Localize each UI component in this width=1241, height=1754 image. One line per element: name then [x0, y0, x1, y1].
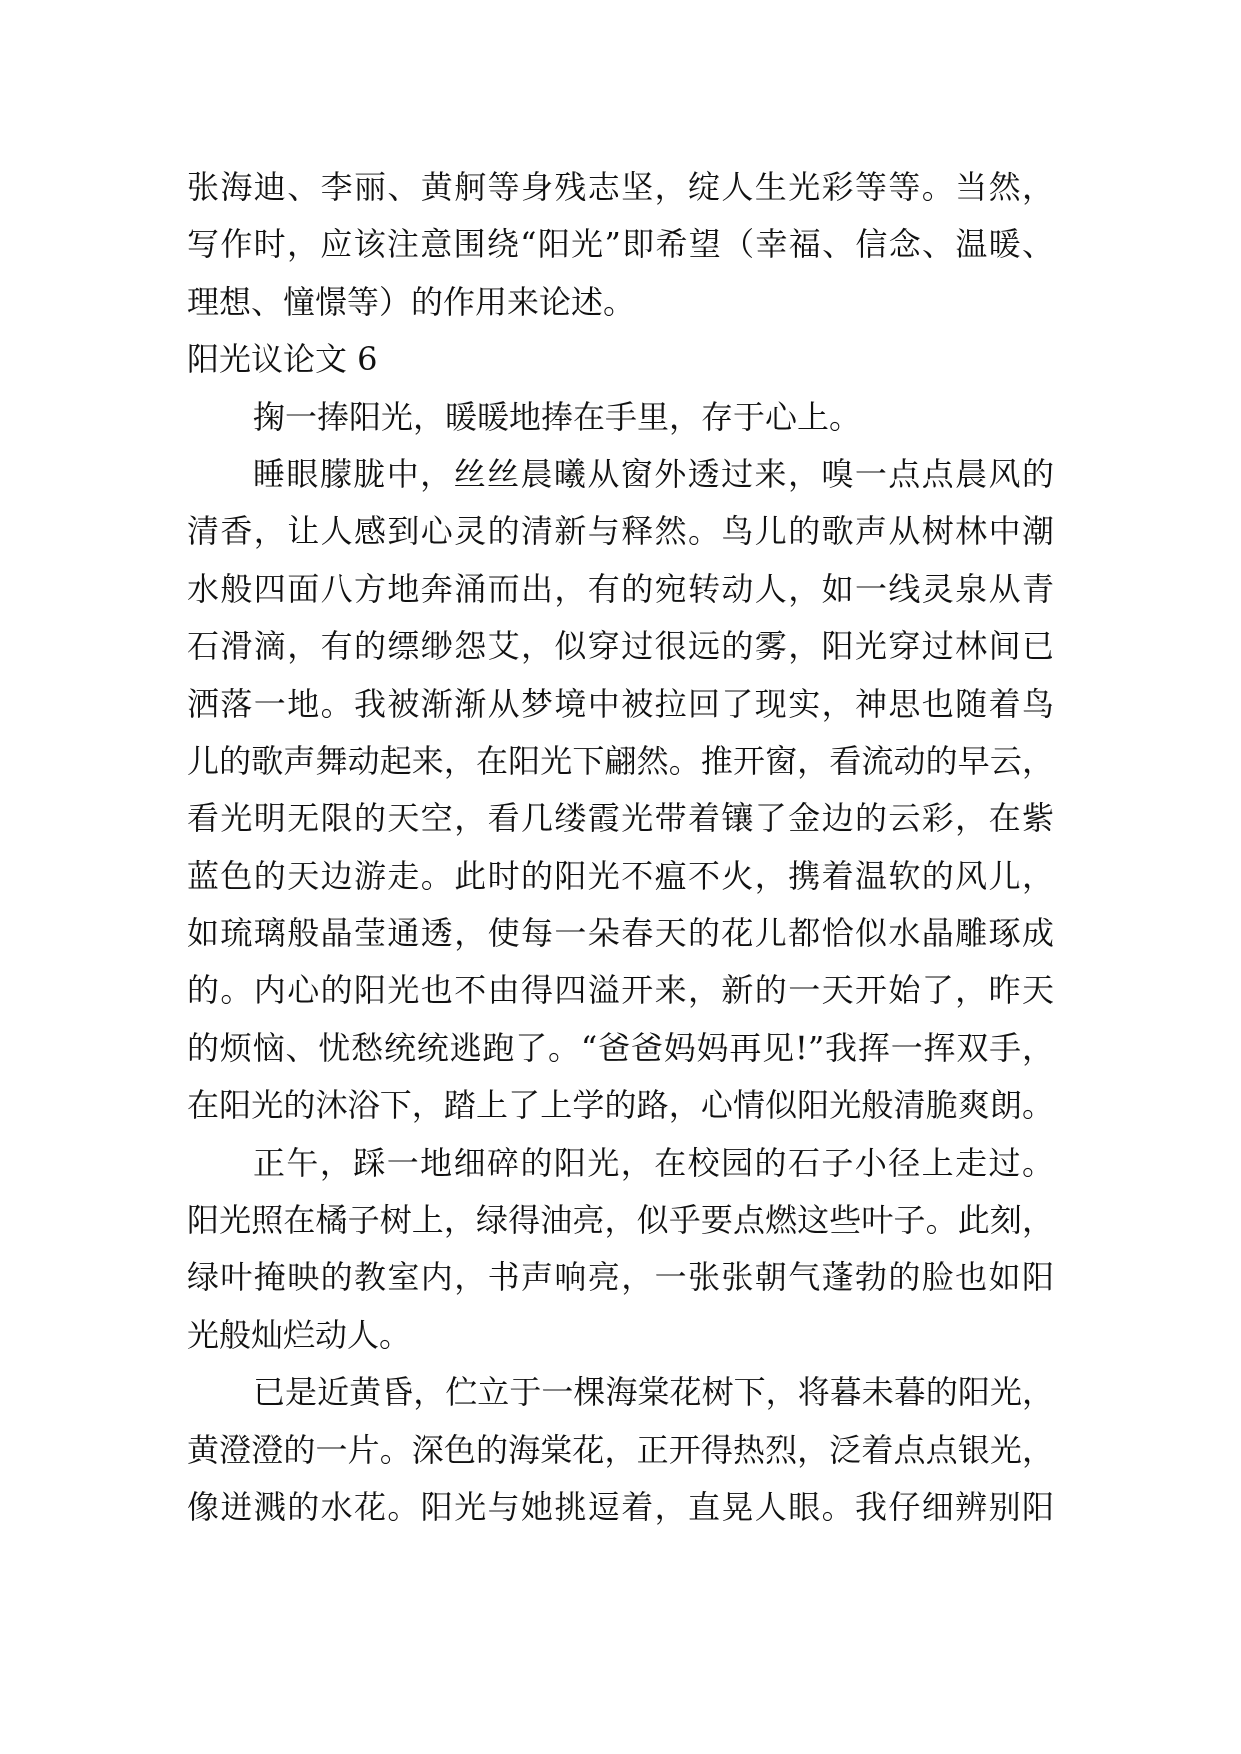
text-line: 写作时，应该注意围绕“阳光”即希望（幸福、信念、温暖、 [187, 225, 1054, 264]
text-line: 绿叶掩映的教室内，书声响亮，一张张朝气蓬勃的脸也如阳 [187, 1258, 1054, 1297]
document-page [187, 159, 1054, 1536]
text-line: 张海迪、李丽、黄舸等身残志坚，绽人生光彩等等。当然， [187, 168, 1054, 206]
text-line: 阳光照在橘子树上，绿得油亮，似乎要点燃这些叶子。此刻， [187, 1201, 1054, 1240]
text-line: 石滑滴，有的缥缈怨艾，似穿过很远的雾，阳光穿过林间已 [187, 627, 1054, 666]
paragraph [187, 1135, 1054, 1365]
text-line: 的烦恼、忧愁统统逃跑了。“爸爸妈妈再见!”我挥一挥双手， [187, 1028, 1054, 1067]
text-line: 蓝色的天边游走。此时的阳光不瘟不火，携着温软的风儿， [187, 856, 1054, 895]
text-line: 如琉璃般晶莹通透，使每一朵春天的花儿都恰似水晶雕琢成 [187, 914, 1054, 953]
paragraph [187, 1364, 1054, 1536]
text-line: 光般灿烂动人。 [187, 1315, 412, 1354]
text-line: 看光明无限的天空，看几缕霞光带着镶了金边的云彩，在紫 [187, 799, 1054, 838]
heading-text: 阳光议论文 6 [187, 340, 378, 379]
text-line: 黄澄澄的一片。深色的海棠花，正开得热烈，泛着点点银光， [187, 1430, 1054, 1469]
text-line: 理想、憧憬等）的作用来论述。 [187, 282, 636, 321]
text-line: 水般四面八方地奔涌而出，有的宛转动人，如一线灵泉从青 [187, 569, 1054, 608]
text-line: 睡眼朦胧中，丝丝晨曦从窗外透过来，嗅一点点晨风的 [253, 454, 1054, 493]
text-line: 正午，踩一地细碎的阳光，在校园的石子小径上走过。 [253, 1143, 1054, 1182]
paragraph-continuation [187, 159, 1054, 331]
paragraph [187, 389, 1054, 446]
text-line: 像迸溅的水花。阳光与她挑逗着，直晃人眼。我仔细辨别阳 [187, 1487, 1054, 1526]
text-line: 的。内心的阳光也不由得四溢开来，新的一天开始了，昨天 [187, 971, 1054, 1010]
text-line: 已是近黄昏，伫立于一棵海棠花树下，将暮未暮的阳光， [253, 1373, 1054, 1412]
section-heading [187, 331, 1054, 388]
paragraph [187, 446, 1054, 1135]
text-line: 清香，让人感到心灵的清新与释然。鸟儿的歌声从树林中潮 [187, 512, 1054, 551]
text-line: 儿的歌声舞动起来，在阳光下翩然。推开窗，看流动的早云， [187, 741, 1054, 780]
text-line: 洒落一地。我被渐渐从梦境中被拉回了现实，神思也随着鸟 [187, 684, 1054, 723]
text-line: 掬一捧阳光，暖暖地捧在手里，存于心上。 [253, 397, 862, 436]
text-line: 在阳光的沐浴下，踏上了上学的路，心情似阳光般清脆爽朗。 [187, 1086, 1054, 1125]
